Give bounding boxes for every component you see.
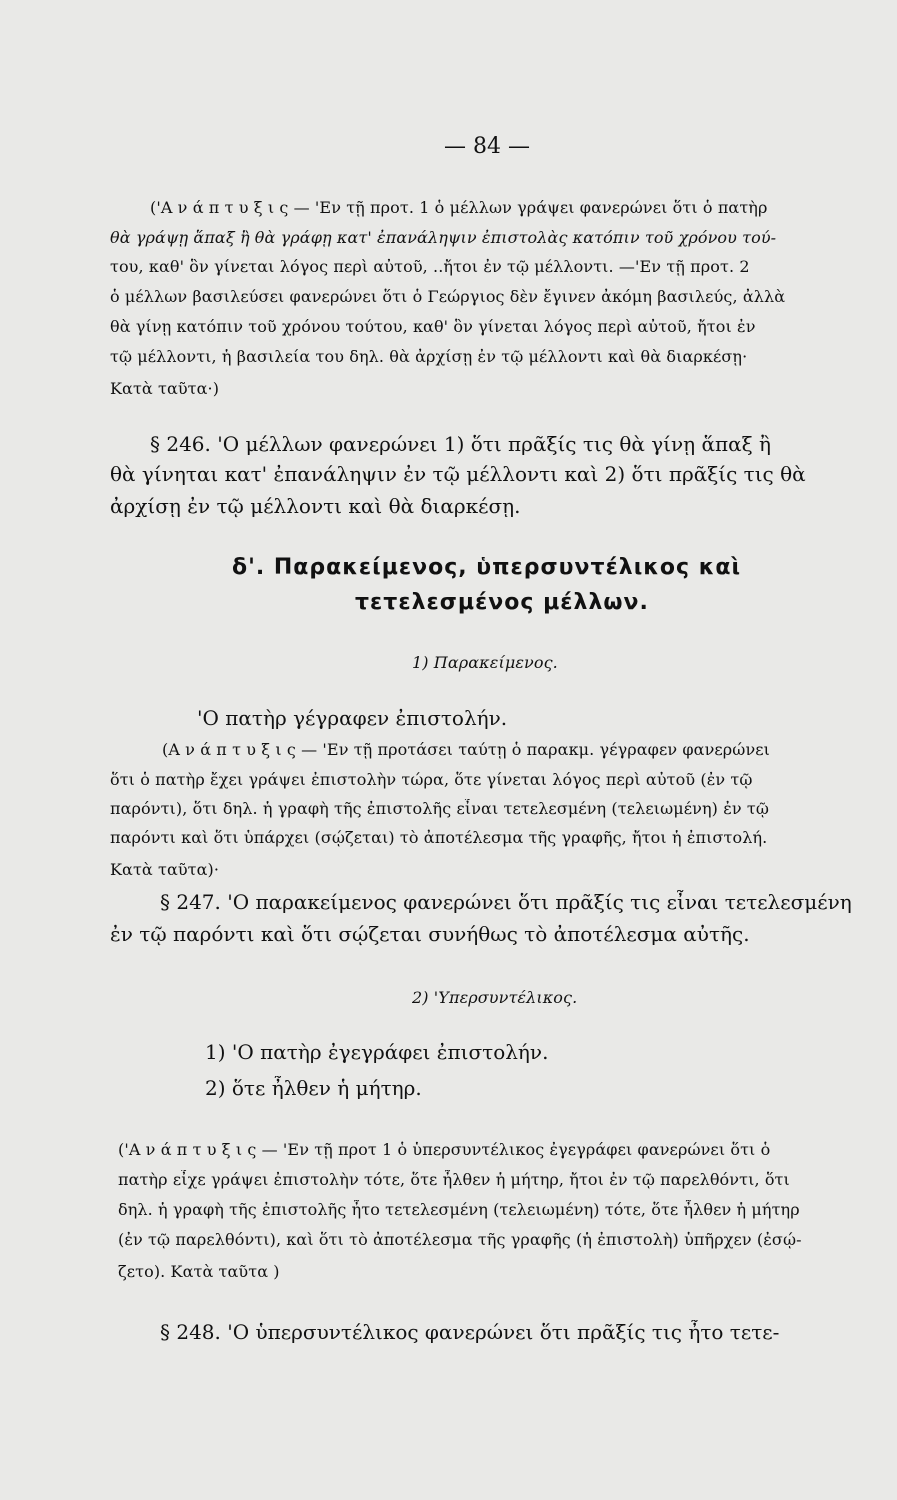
analysis-line: ὅτι ὁ πατὴρ ἔχει γράψει ἐπιστολὴν τώρα, ὅτε γίνεται λόγος περὶ αὐτοῦ (ἐν τῷ <box>110 770 753 789</box>
analysis-line: δηλ. ἡ γραφὴ τῆς ἐπιστολῆς ἦτο τετελεσμένη (τελειωμένη) τότε, ὅτε ἦλθεν ἡ μήτηρ <box>118 1200 800 1219</box>
analysis-line: ὁ μέλλων βασιλεύσει φανερώνει ὅτι ὁ Γεώργιος δὲν ἔγινεν ἀκόμη βασιλεύς, ἀλλὰ <box>110 287 786 306</box>
analysis-line: ('Α ν ά π τ υ ξ ι ς — 'Εν τῇ προτ. 1 ὁ μέλλων γράψει φανερώνει ὅτι ὁ πατὴρ <box>150 198 768 217</box>
analysis-line: Κατὰ ταῦτα)· <box>110 860 220 879</box>
example-sentence: 'Ο πατὴρ γέγραφεν ἐπιστολήν. <box>197 706 508 730</box>
analysis-line: παρόντι καὶ ὅτι ὑπάρχει (σῴζεται) τὸ ἀποτέλεσμα τῆς γραφῆς, ἤτοι ἡ ἐπιστολή. <box>110 828 768 847</box>
analysis-line: ζετο). Κατὰ ταῦτα ) <box>118 1262 280 1281</box>
analysis-line: παρόντι), ὅτι δηλ. ἡ γραφὴ τῆς ἐπιστολῆς εἶναι τετελεσμένη (τελειωμένη) ἐν τῷ <box>110 799 769 818</box>
paragraph-246: § 246. 'Ο μέλλων φανερώνει 1) ὅτι πρᾶξίς τις θὰ γίνῃ ἅπαξ ἢ <box>150 432 772 456</box>
paragraph-246: ἀρχίσῃ ἐν τῷ μέλλοντι καὶ θὰ διαρκέσῃ. <box>110 494 521 518</box>
subsection-title: 2) 'Υπερσυντέλικος. <box>412 988 578 1007</box>
example-sentence: 1) 'Ο πατὴρ ἐγεγράφει ἐπιστολήν. <box>205 1040 549 1064</box>
subsection-title: 1) Παρακείμενος. <box>412 653 558 672</box>
paragraph-248: § 248. 'Ο ὑπερσυντέλικος φανερώνει ὅτι πρᾶξίς τις ἦτο τετε- <box>160 1320 780 1344</box>
analysis-line: τῷ μέλλοντι, ἡ βασιλεία του δηλ. θὰ ἀρχίσῃ ἐν τῷ μέλλοντι καὶ θὰ διαρκέσῃ· <box>110 347 748 366</box>
analysis-line: πατὴρ εἶχε γράψει ἐπιστολὴν τότε, ὅτε ἦλθεν ἡ μήτηρ, ἤτοι ἐν τῷ παρελθόντι, ὅτι <box>118 1170 790 1189</box>
analysis-line: του, καθ' ὃν γίνεται λόγος περὶ αὐτοῦ, ..ἤτοι ἐν τῷ μέλλοντι. —'Εν τῇ προτ. 2 <box>110 257 750 276</box>
paragraph-246: θὰ γίνηται κατ' ἐπανάληψιν ἐν τῷ μέλλοντι καὶ 2) ὅτι πρᾶξίς τις θὰ <box>110 462 806 486</box>
section-heading: δ'. Παρακείμενος, ὑπερσυντέλικος καὶ <box>232 555 742 580</box>
paragraph-247: § 247. 'Ο παρακείμενος φανερώνει ὅτι πρᾶξίς τις εἶναι τετελεσμένη <box>160 890 852 914</box>
analysis-line: θὰ γράψῃ ἅπαξ ἢ θὰ γράφῃ κατ' ἐπανάληψιν ἐπιστολὰς κατόπιν τοῦ χρόνου τού- <box>110 228 777 247</box>
analysis-line: (Α ν ά π τ υ ξ ι ς — 'Εν τῇ προτάσει ταύτῃ ὁ παρακμ. γέγραφεν φανερώνει <box>162 740 771 759</box>
analysis-line: θὰ γίνῃ κατόπιν τοῦ χρόνου τούτου, καθ' ὃν γίνεται λόγος περὶ αὐτοῦ, ἤτοι ἐν <box>110 317 756 336</box>
page-number: — 84 — <box>444 134 530 159</box>
section-heading: τετελεσμένος μέλλων. <box>355 590 649 615</box>
analysis-line: Κατὰ ταῦτα·) <box>110 379 220 398</box>
example-sentence: 2) ὅτε ἦλθεν ἡ μήτηρ. <box>205 1076 422 1100</box>
analysis-line: (ἐν τῷ παρελθόντι), καὶ ὅτι τὸ ἀποτέλεσμα τῆς γραφῆς (ἡ ἐπιστολὴ) ὑπῆρχεν (ἐσῴ- <box>118 1230 802 1249</box>
analysis-line: ('Α ν ά π τ υ ξ ι ς — 'Εν τῇ προτ 1 ὁ ὑπερσυντέλικος ἐγεγράφει φανερώνει ὅτι ὁ <box>118 1140 771 1159</box>
paragraph-247: ἐν τῷ παρόντι καὶ ὅτι σῴζεται συνήθως τὸ ἀποτέλεσμα αὐτῆς. <box>110 922 750 946</box>
